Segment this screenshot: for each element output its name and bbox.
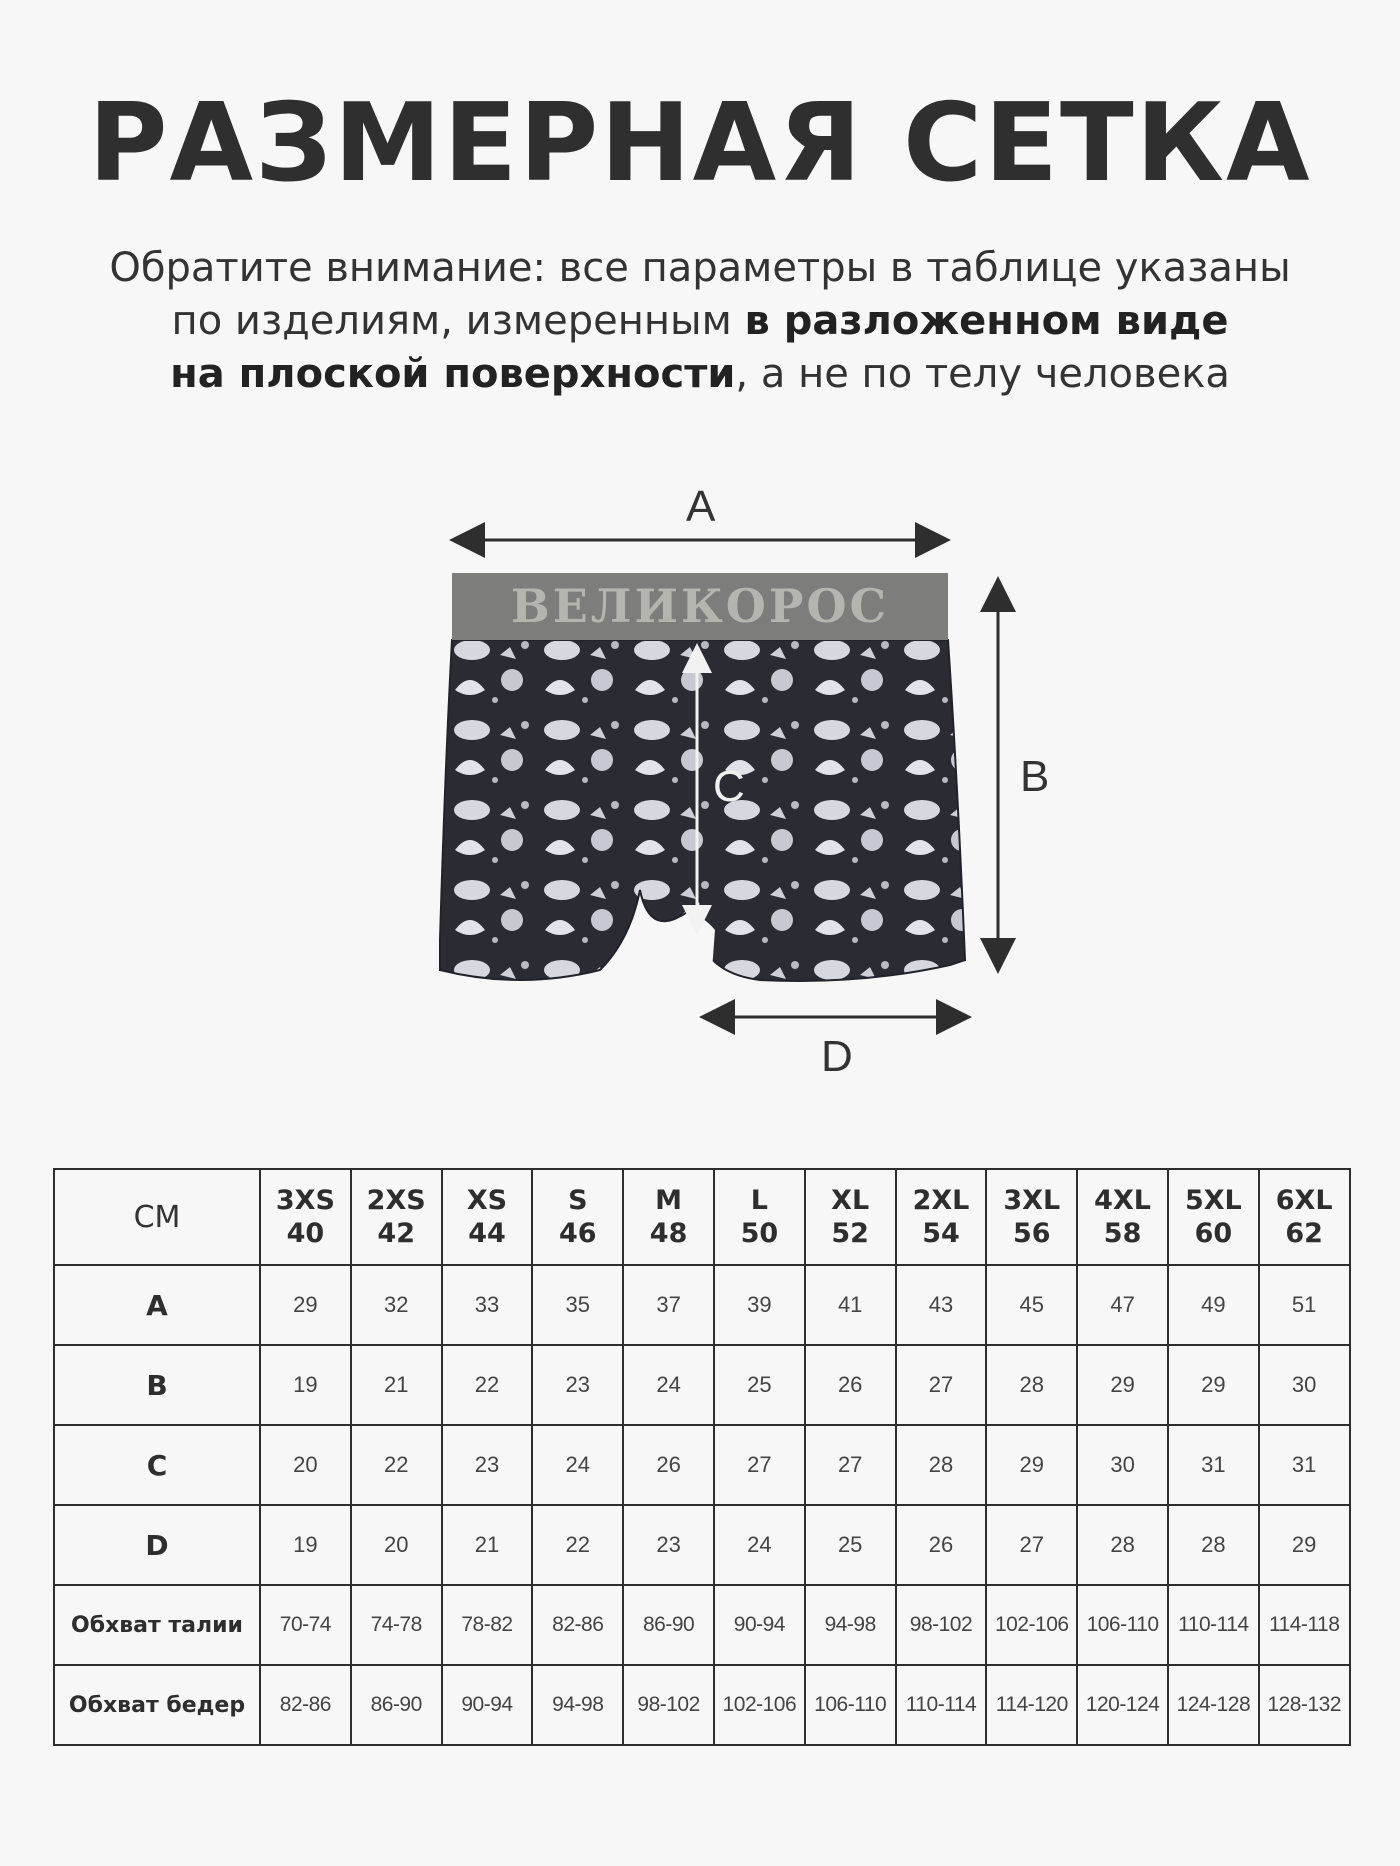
table-cell: 110-114: [1168, 1585, 1259, 1665]
table-cell: 28: [986, 1345, 1077, 1425]
table-cell: 28: [896, 1425, 987, 1505]
table-cell: 41: [805, 1265, 896, 1345]
size-header: 2XL 54: [896, 1169, 987, 1265]
table-cell: 28: [1077, 1505, 1168, 1585]
table-row: [54, 1265, 1350, 1345]
table-cell: 82-86: [260, 1665, 351, 1745]
table-cell: 86-90: [351, 1665, 442, 1745]
table-cell: 29: [1259, 1505, 1350, 1585]
table-cell: 98-102: [623, 1665, 714, 1745]
table-cell: 26: [623, 1425, 714, 1505]
size-header: XS 44: [442, 1169, 533, 1265]
note-line-3: [0, 348, 1400, 401]
size-header: M 48: [623, 1169, 714, 1265]
table-cell: 114-120: [986, 1665, 1077, 1745]
boxer-briefs-illustration: [0, 470, 1400, 1090]
size-header: 5XL 60: [1168, 1169, 1259, 1265]
note-line-3-bold: на плоской поверхности: [170, 351, 736, 397]
dimension-c-label: C: [713, 762, 745, 811]
table-cell: 27: [896, 1345, 987, 1425]
table-cell: 29: [986, 1425, 1077, 1505]
note-line-2: [0, 295, 1400, 348]
size-chart-table: [53, 1168, 1351, 1746]
table-cell: 24: [714, 1505, 805, 1585]
table-cell: 19: [260, 1345, 351, 1425]
table-cell: 51: [1259, 1265, 1350, 1345]
table-cell: 24: [623, 1345, 714, 1425]
table-cell: 27: [986, 1505, 1077, 1585]
table-cell: 27: [805, 1425, 896, 1505]
table-cell: 74-78: [351, 1585, 442, 1665]
table-cell: 26: [805, 1345, 896, 1425]
row-label: Обхват бедер: [54, 1665, 260, 1745]
table-cell: 49: [1168, 1265, 1259, 1345]
note-line-2-regular: по изделиям, измеренным: [171, 298, 745, 344]
table-cell: 29: [260, 1265, 351, 1345]
table-cell: 114-118: [1259, 1585, 1350, 1665]
measurement-note: [0, 242, 1400, 401]
size-header: S 46: [532, 1169, 623, 1265]
size-header: 3XS 40: [260, 1169, 351, 1265]
row-label: B: [54, 1345, 260, 1425]
dimension-d-label: D: [821, 1032, 853, 1081]
table-cell: 106-110: [805, 1665, 896, 1745]
dimension-b-label: B: [1020, 752, 1050, 801]
row-label: D: [54, 1505, 260, 1585]
waistband-logo-text: ВЕЛИКОРОС: [510, 579, 890, 633]
table-cell: 22: [532, 1505, 623, 1585]
table-cell: 33: [442, 1265, 533, 1345]
table-cell: 21: [351, 1345, 442, 1425]
table-row: [54, 1665, 1350, 1745]
page-title: РАЗМЕРНАЯ СЕТКА: [88, 81, 1312, 206]
size-header: 3XL 56: [986, 1169, 1077, 1265]
table-cell: 32: [351, 1265, 442, 1345]
size-header: L 50: [714, 1169, 805, 1265]
size-header: 6XL 62: [1259, 1169, 1350, 1265]
table-cell: 19: [260, 1505, 351, 1585]
table-cell: 28: [1168, 1505, 1259, 1585]
table-cell: 90-94: [442, 1665, 533, 1745]
unit-header: СМ: [54, 1169, 260, 1265]
table-cell: 86-90: [623, 1585, 714, 1665]
table-cell: 47: [1077, 1265, 1168, 1345]
table-cell: 23: [442, 1425, 533, 1505]
table-cell: 43: [896, 1265, 987, 1345]
table-cell: 102-106: [714, 1665, 805, 1745]
table-cell: 78-82: [442, 1585, 533, 1665]
note-line-1: Обратите внимание: все параметры в таблице указаны: [109, 245, 1291, 291]
note-line-2-bold: в разложенном виде: [744, 298, 1229, 344]
table-cell: 30: [1259, 1345, 1350, 1425]
table-cell: 23: [623, 1505, 714, 1585]
table-cell: 70-74: [260, 1585, 351, 1665]
row-label: C: [54, 1425, 260, 1505]
table-cell: 22: [442, 1345, 533, 1425]
table-cell: 26: [896, 1505, 987, 1585]
table-cell: 23: [532, 1345, 623, 1425]
table-cell: 120-124: [1077, 1665, 1168, 1745]
table-cell: 29: [1168, 1345, 1259, 1425]
table-cell: 98-102: [896, 1585, 987, 1665]
table-cell: 20: [351, 1505, 442, 1585]
dimension-a-label: A: [686, 482, 716, 531]
table-cell: 128-132: [1259, 1665, 1350, 1745]
row-label: A: [54, 1265, 260, 1345]
table-row: [54, 1425, 1350, 1505]
table-cell: 110-114: [896, 1665, 987, 1745]
table-cell: 24: [532, 1425, 623, 1505]
table-cell: 31: [1168, 1425, 1259, 1505]
table-cell: 35: [532, 1265, 623, 1345]
table-cell: 31: [1259, 1425, 1350, 1505]
table-cell: 94-98: [805, 1585, 896, 1665]
table-cell: 45: [986, 1265, 1077, 1345]
table-cell: 20: [260, 1425, 351, 1505]
table-cell: 30: [1077, 1425, 1168, 1505]
table-cell: 106-110: [1077, 1585, 1168, 1665]
measurement-diagram: [0, 470, 1400, 1090]
size-header: 4XL 58: [1077, 1169, 1168, 1265]
size-header: 2XS 42: [351, 1169, 442, 1265]
table-row: [54, 1505, 1350, 1585]
table-cell: 27: [714, 1425, 805, 1505]
row-label: Обхват талии: [54, 1585, 260, 1665]
table-cell: 102-106: [986, 1585, 1077, 1665]
table-cell: 124-128: [1168, 1665, 1259, 1745]
table-row: [54, 1345, 1350, 1425]
table-cell: 21: [442, 1505, 533, 1585]
table-cell: 90-94: [714, 1585, 805, 1665]
table-cell: 22: [351, 1425, 442, 1505]
table-cell: 25: [805, 1505, 896, 1585]
size-header-row: [54, 1169, 1350, 1265]
size-header: XL 52: [805, 1169, 896, 1265]
table-cell: 29: [1077, 1345, 1168, 1425]
table-cell: 94-98: [532, 1665, 623, 1745]
note-line-3-regular: , а не по телу человека: [735, 351, 1230, 397]
table-cell: 82-86: [532, 1585, 623, 1665]
table-cell: 25: [714, 1345, 805, 1425]
table-cell: 37: [623, 1265, 714, 1345]
table-cell: 39: [714, 1265, 805, 1345]
table-row: [54, 1585, 1350, 1665]
